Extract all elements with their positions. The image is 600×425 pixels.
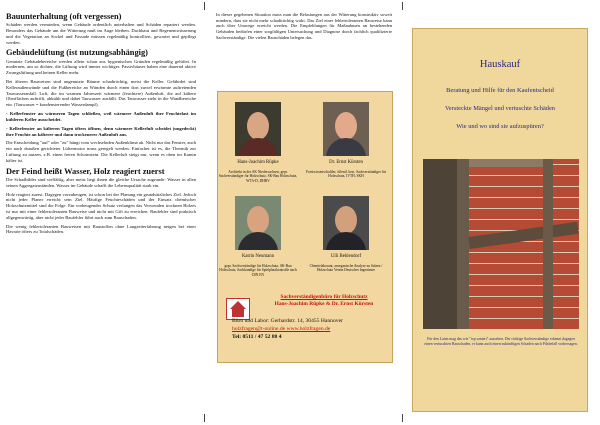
paragraph: Holz reagiert zuerst. Dagegen vorzubeugen, ist schon bei der Planung ein grundsätzliches Ziel. Jedoch nicht jeder Planer erreicht sein Ziel. Häufige Feuchteschäden und der Einsatz chemischer Holzschutzmittel sind die Folge. Ein vorbeugender Schutz verlangen das Verwenden trocknen Holzes ist nur mit einer fehlertoleranten Bauweise und nicht mit Gift zu erreichen. Baufehler sind praktisch allgegenwärtig, aber nicht jeder Baufehler führt auch zum Bauschaden. [6,191,196,220]
person-name: Ulli Behlendorf [330,254,362,259]
heading-bauunterhaltung: Bauunterhaltung (oft vergessen) [6,12,122,21]
contact-details [232,318,392,341]
contact-panel [217,91,393,363]
portrait-photo [235,102,281,156]
crop-mark [402,414,403,422]
address-line: Büro und Labor: Gerhardstr. 14, 30455 Hannover [232,318,343,324]
web-links[interactable]: holzfragen@t-online.de www.holzfragen.de [232,325,331,332]
firm-name [258,294,390,308]
crop-mark [204,414,205,422]
crop-mark [204,2,205,10]
portrait-photo [235,196,281,250]
portrait-photo [323,196,369,250]
photo-caption: Für den Laien mag das wie "top saniert" aussehen. Der richtige Sachverständige erkennt dagegen einen vertuschten Bauschaden, er kann auch einen zukünftigen Schaden nach Pilzbefall vorhersagen. [424,337,578,346]
portrait-photo [323,102,369,156]
paragraph-bullet: - Kellerfenster an wärmeren Tagen schließen, weil wärmere Außenluft ihre Feuchtelast im kühleren Keller ausscheidet. [6,111,196,122]
person-name: Hans-Joachim Rüpke [237,160,279,165]
cover-panel [412,28,588,412]
person-description: gepr. Sachverständige für Holzschutz, SK-Bau Holzschutz, Sachkundige für Spielplatzkontrolle nach DIN EN [219,264,297,277]
paragraph: Die wenig fehlertoleranten Bauweisen mit Baustoffen ohne Langzeiterfahrung neigen bei einer Havarie öfters zu Totalschäden. [6,223,196,235]
person-description: Chemielaborant, anorganische Analyse zu Salzen / Holzschutz Verein Deutscher Ingenieure [309,264,383,273]
firm-name-line: Sachverständigenbüro für Holzschutz [280,294,368,300]
person-name: Katrin Neumann [241,254,275,259]
cover-subtitle: Wie und wo sind sie aufzuspüren? [456,123,544,130]
paragraph: Schäden werden vermieden, wenn Gebäude ordentlich unterhalten und Schäden repariert werden. Besonders das Gebäude um die Witterung muß im Auge bleiben. Dachhaut und Regenentwässerung und die Vegetation an Sockel und Fassade müssen regelmäßig kontrolliert, gewartet und gepflegt werden. [6,22,196,45]
house-logo-icon [226,298,250,320]
heading-feind-wasser: Der Feind heißt Wasser, Holz reagiert zuerst [6,166,165,176]
person-description: Architekt in der AK Niedersachsen, gepr. Sachverständiger für Holzschutz, SK-Bau Holzschutz, WTA-D, DHBV [218,170,298,183]
cover-title: Hauskauf [479,59,521,70]
paragraph-bullet: - Kellerfenster an kälteren Tagen öfters öffnen, denn wärmere Kellerluft scheidet (ungedeckt) ihre Feuchte an kälterer und dann trockenerer Außenluft aus. [6,125,196,137]
person-name: Dr. Ernst Kürsten [329,160,363,165]
text-column-middle [216,12,392,43]
cover-subtitle: Beratung und Hilfe für den Kaufentscheid [446,87,554,94]
firm-owners-line: Hans-Joachim Rüpke & Dr. Ernst Kürsten [274,300,374,307]
cover-subtitle: Versteckte Mängel und vertuschte Schäden [444,105,556,112]
person-description: Forstwissenschaftler, öffentl. best. Sachverständiger für Holzschutz, IVTH, SKH [306,170,386,179]
heading-gebaeudelueftung: Gebäudelüftung (ist nutzungsabhängig) [6,48,148,58]
text-column-left [6,12,196,238]
paragraph: Die Schadbilder sind vielfältig, aber meist liegt ihnen die gleiche Ursache zugrunde: Wasser in allen seinen Aggregatzuständen. Wasser im Gebäude schafft die Lebensqualität stark ein. [6,176,196,188]
phone-line: Tel: 0511 / 47 52 88 4 [232,333,282,340]
intro-paragraph: In dieser gegebenen Situation muss man die Belastungen aus der Witterung konstruktiv soweit mindern, dass sie nicht mehr schadträchtig wirkt. Das Ziel einer fehlertoleranten Bauweise kann auch über Umwege erreicht werden. Die Empfehlungen für Maßnahmen an bestehenden Gebäuden bedürfen einer sorgfältigen Untersuchung und Diagnose durch fachlich qualifizierte Sachverständige. Die vielen Bauschäden belegen das. [216,12,392,40]
paragraph: Bei älteren Bauweisen sind ungenutzte Räume schadträchtig, meist die Keller. Gefährdet sind Kelleraußenwände und die Fußbereiche an Wänden durch einen dort zuviel erwärmte auftretenden Tauwasseranfall. Luft, die im warmen Jahreszeit wärmere (feuchtere) Außenluft, die auf kältere Oberflächen auftrifft, abkühlt und dabei Tauwasser ausfällt. Das Tauwasser zieht in die Wandbereiche ein. (Tauwasser = kondensierender Wasserdampf). [6,79,196,108]
paragraph: Genutzte Gebäudebereiche werden allein schon aus hygienischen Gründen regelmäßig gelüftet. In modernen, um so dichter, die Lüftung wird immer wichtiger. Passivhäuser haben eine dauernd aktive Zwangslüftung und keinen Keller mehr. [6,58,196,76]
half-timbered-wall-photo [423,159,579,329]
crop-mark [402,2,403,10]
paragraph: Die Entscheidung "auf" oder "zu" hängt vom wechselnden Außenklima ab. Nicht nur das Fenster, auch ein nach draußen gerichteter Lüftermotor muss geregelt werden. Einfacher ist es, die Thermik zur Lüftung zu nutzen, z.B. einen freien Schornstein. Die Kellerluft steigt nur, wenn es oben im Kamin kälter ist. [6,140,196,163]
